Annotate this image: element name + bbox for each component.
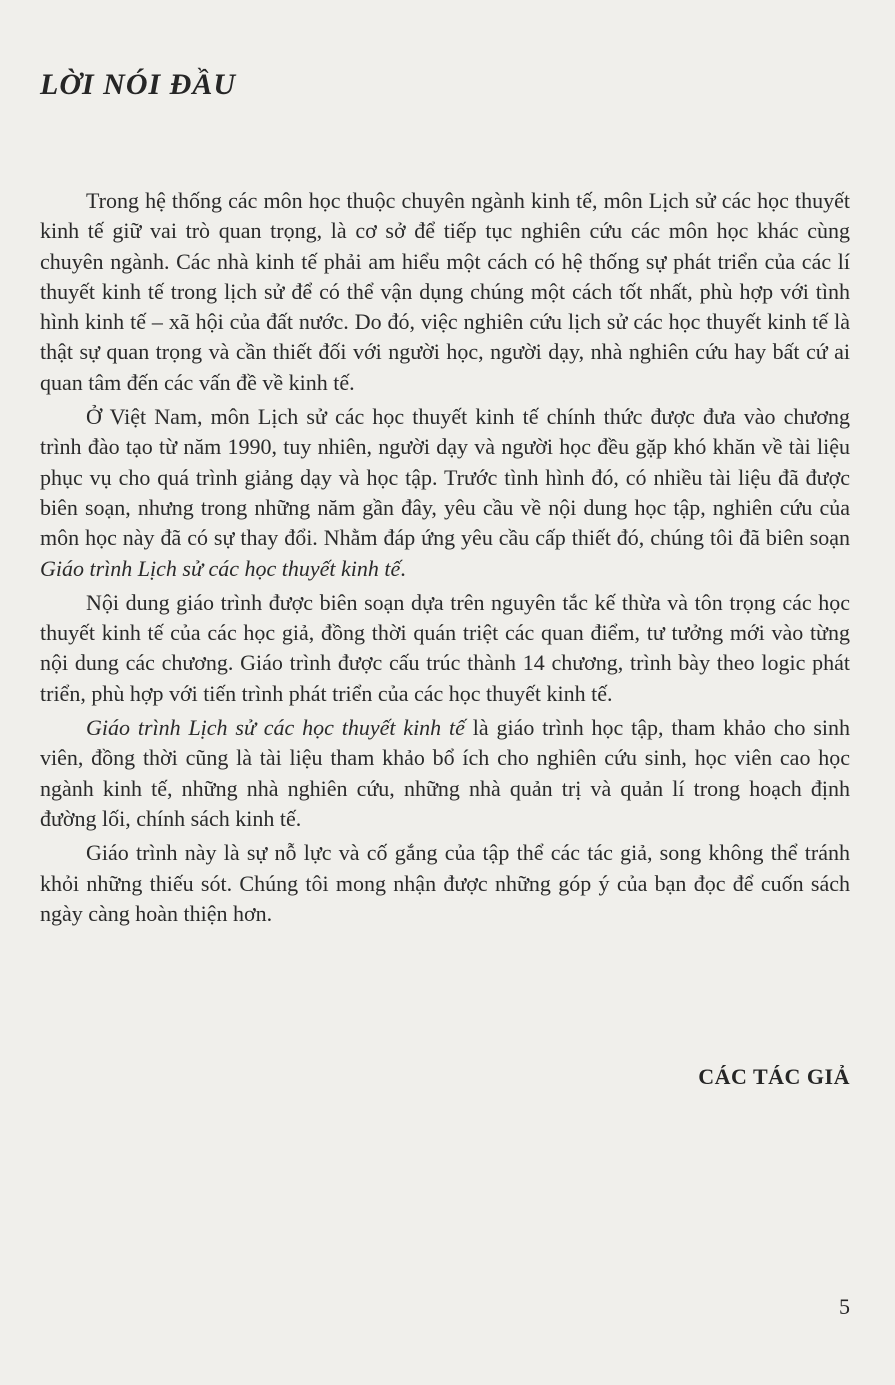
book-title-italic: Giáo trình Lịch sử các học thuyết kinh tế bbox=[40, 555, 401, 581]
page-title: LỜI NÓI ĐẦU bbox=[40, 68, 237, 101]
paragraph-1: Trong hệ thống các môn học thuộc chuyên ngành kinh tế, môn Lịch sử các học thuyết kinh tế giữ vai trò quan trọng, là cơ sở để tiếp tục nghiên cứu các môn học khác cùng chuyên ngành. Các nhà kinh tế phải am hiểu một cách có hệ thống sự phát triển của các lí thuyết kinh tế trong lịch sử để có thể vận dụng chúng một cách tốt nhất, phù hợp với tình hình kinh tế – xã hội của đất nước. Do đó, việc nghiên cứu lịch sử các học thuyết kinh tế là thật sự quan trọng và cần thiết đối với người học, người dạy, nhà nghiên cứu hay bất cứ ai quan tâm đến các vấn đề về kinh tế. bbox=[40, 188, 850, 395]
paragraph-5: Giáo trình này là sự nỗ lực và cố gắng của tập thể các tác giả, song không thể tránh khỏi những thiếu sót. Chúng tôi mong nhận được những góp ý của bạn đọc để cuốn sách ngày càng hoàn thiện hơn. bbox=[40, 840, 850, 926]
preface-body bbox=[40, 186, 850, 933]
paragraph-2-end: . bbox=[400, 555, 406, 581]
paragraph-4-text: là giáo trình học tập, tham khảo cho sinh viên, đồng thời cũng là tài liệu tham khảo bổ ích cho nghiên cứu sinh, học viên cao học ngành kinh tế, những nhà nghiên cứu, những nhà quản trị và quản lí trong hoạch định đường lối, chính sách kinh tế. bbox=[40, 715, 851, 831]
paragraph-2 bbox=[40, 402, 850, 584]
paragraph-2-text: Ở Việt Nam, môn Lịch sử các học thuyết kinh tế chính thức được đưa vào chương trình đào tạo từ năm 1990, tuy nhiên, người dạy và người học đều gặp khó khăn về tài liệu phục vụ cho quá trình giảng dạy và học tập. Trước tình hình đó, có nhiều tài liệu đã được biên soạn, nhưng trong những năm gần đây, yêu cầu về nội dung học tập, nghiên cứu của môn học này đã có sự thay đổi. Nhằm đáp ứng yêu cầu cấp thiết đó, chúng tôi đã biên soạn bbox=[40, 404, 850, 551]
authors-signature: CÁC TÁC GIẢ bbox=[698, 1064, 850, 1089]
page-number: 5 bbox=[839, 1294, 850, 1319]
paragraph-3: Nội dung giáo trình được biên soạn dựa trên nguyên tắc kế thừa và tôn trọng các học thuyết kinh tế của các học giả, đồng thời quán triệt các quan điểm, tư tưởng mới vào từng nội dung các chương. Giáo trình được cấu trúc thành 14 chương, trình bày theo logic phát triển, phù hợp với tiến trình phát triển của các học thuyết kinh tế. bbox=[40, 589, 850, 706]
book-title-italic: Giáo trình Lịch sử các học thuyết kinh tế bbox=[86, 715, 465, 741]
paragraph-4 bbox=[40, 713, 850, 834]
